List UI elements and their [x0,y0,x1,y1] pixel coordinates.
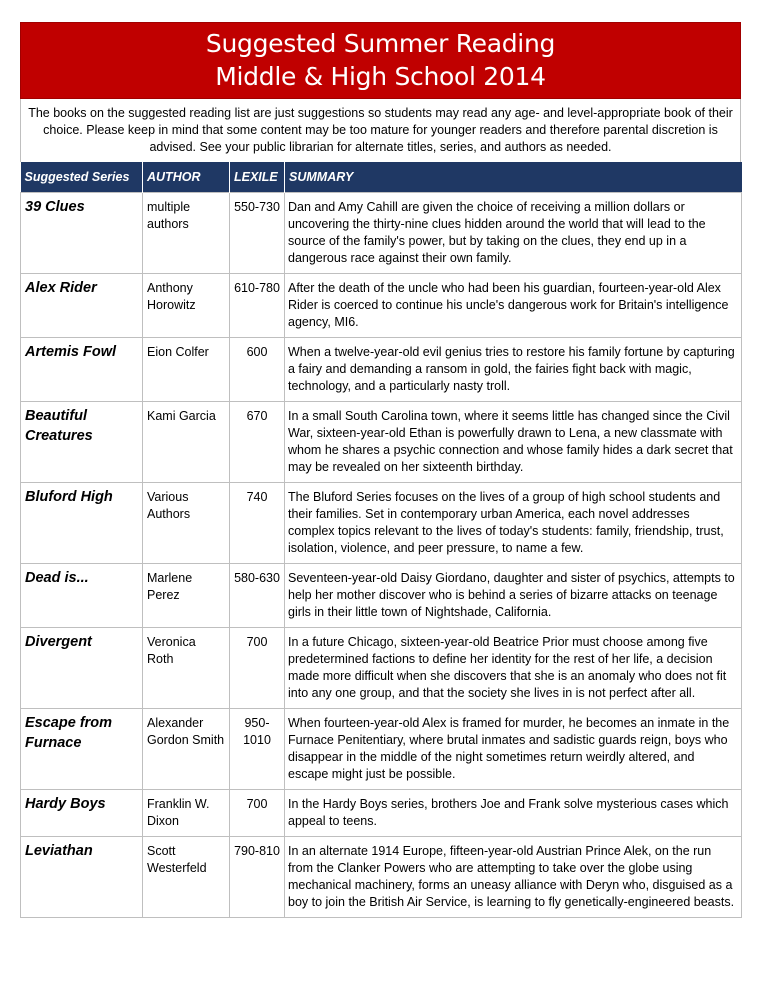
table-row [21,709,742,790]
reading-list-page [20,22,741,918]
cell-summary: Dan and Amy Cahill are given the choice of receiving a million dollars or uncovering the thirty-nine clues hidden around the world that will lead to the source of the family's power, but by taking on the clues, they end up in a dangerous race against their own family. [285,193,742,274]
cell-series: Bluford High [21,483,143,564]
cell-summary: The Bluford Series focuses on the lives of a group of high school students and their families. Set in contemporary urban America, each novel addresses complex topics relevant to the lives of today's students: family, friendship, trust, isolation, violence, and peer pressure, to name a few. [285,483,742,564]
page-title-line1: Suggested Summer Reading [205,29,556,58]
cell-summary: In the Hardy Boys series, brothers Joe and Frank solve mysterious cases which appeal to teens. [285,790,742,837]
column-header-author: AUTHOR [143,162,230,193]
cell-author: Anthony Horowitz [143,274,230,338]
cell-author: multiple authors [143,193,230,274]
cell-series: Hardy Boys [21,790,143,837]
cell-summary: When a twelve-year-old evil genius tries to restore his family fortune by capturing a fairy and demanding a ransom in gold, the fairies fight back with magic, technology, and a particularly nasty troll. [285,338,742,402]
table-row [21,402,742,483]
cell-author: Veronica Roth [143,628,230,709]
cell-lexile: 700 [230,790,285,837]
cell-lexile: 550-730 [230,193,285,274]
table-row [21,338,742,402]
cell-lexile: 670 [230,402,285,483]
cell-author: Kami Garcia [143,402,230,483]
column-header-lexile: LEXILE [230,162,285,193]
table-row [21,628,742,709]
cell-summary: Seventeen-year-old Daisy Giordano, daughter and sister of psychics, attempts to help her mother discover who is behind a series of bizarre attacks on teenage girls in their little town of Nightshade, California. [285,564,742,628]
table-header-row [21,162,742,193]
table-row [21,193,742,274]
cell-author: Alexander Gordon Smith [143,709,230,790]
table-body [21,193,742,918]
cell-series: Divergent [21,628,143,709]
cell-author: Various Authors [143,483,230,564]
page-header [20,22,741,99]
cell-series: Escape from Furnace [21,709,143,790]
column-header-summary: SUMMARY [285,162,742,193]
cell-summary: After the death of the uncle who had been his guardian, fourteen-year-old Alex Rider is coerced to continue his uncle's dangerous work for Britain's intelligence agency, MI6. [285,274,742,338]
cell-author: Marlene Perez [143,564,230,628]
table-row [21,483,742,564]
reading-list-table [20,162,742,918]
cell-series: Artemis Fowl [21,338,143,402]
cell-lexile: 700 [230,628,285,709]
table-row [21,274,742,338]
cell-lexile: 790-810 [230,837,285,918]
cell-author: Franklin W. Dixon [143,790,230,837]
cell-summary: When fourteen-year-old Alex is framed for murder, he becomes an inmate in the Furnace Penitentiary, where brutal inmates and sadistic guards reign, boys who disappear in the middle of the night sometimes return weirdly altered, and escape might just be possible. [285,709,742,790]
cell-lexile: 740 [230,483,285,564]
cell-series: Beautiful Creatures [21,402,143,483]
cell-author: Eion Colfer [143,338,230,402]
cell-lexile: 600 [230,338,285,402]
cell-author: Scott Westerfeld [143,837,230,918]
cell-summary: In a small South Carolina town, where it seems little has changed since the Civil War, sixteen-year-old Ethan is powerfully drawn to Lena, a new classmate with whom he shares a psychic connection and whose family hides a dark secret that may be revealed on her sixteenth birthday. [285,402,742,483]
table-row [21,837,742,918]
page-title-line2: Middle & High School 2014 [215,62,546,91]
cell-summary: In an alternate 1914 Europe, fifteen-year-old Austrian Prince Alek, on the run from the Clanker Powers who are attempting to take over the globe using mechanical machinery, forms an uneasy alliance with Deryn who, disguised as a boy to join the British Air Service, is learning to fly genetically-engineered beasts. [285,837,742,918]
cell-summary: In a future Chicago, sixteen-year-old Beatrice Prior must choose among five predetermined factions to define her identity for the rest of her life, a decision made more difficult when she discovers that she is an anomaly who does not fit into any one group, and that the society she lives in is not perfect after all. [285,628,742,709]
cell-series: Alex Rider [21,274,143,338]
cell-series: Leviathan [21,837,143,918]
column-header-series: Suggested Series [21,162,143,193]
table-row [21,564,742,628]
cell-series: Dead is... [21,564,143,628]
cell-lexile: 580-630 [230,564,285,628]
table-row [21,790,742,837]
intro-paragraph: The books on the suggested reading list are just suggestions so students may read any age- and level-appropriate book of their choice. Please keep in mind that some content may be too mature for younger readers and therefore parental discretion is advised. See your public librarian for alternate titles, series, and authors as needed. [20,99,741,162]
cell-series: 39 Clues [21,193,143,274]
cell-lexile: 610-780 [230,274,285,338]
cell-lexile: 950-1010 [230,709,285,790]
